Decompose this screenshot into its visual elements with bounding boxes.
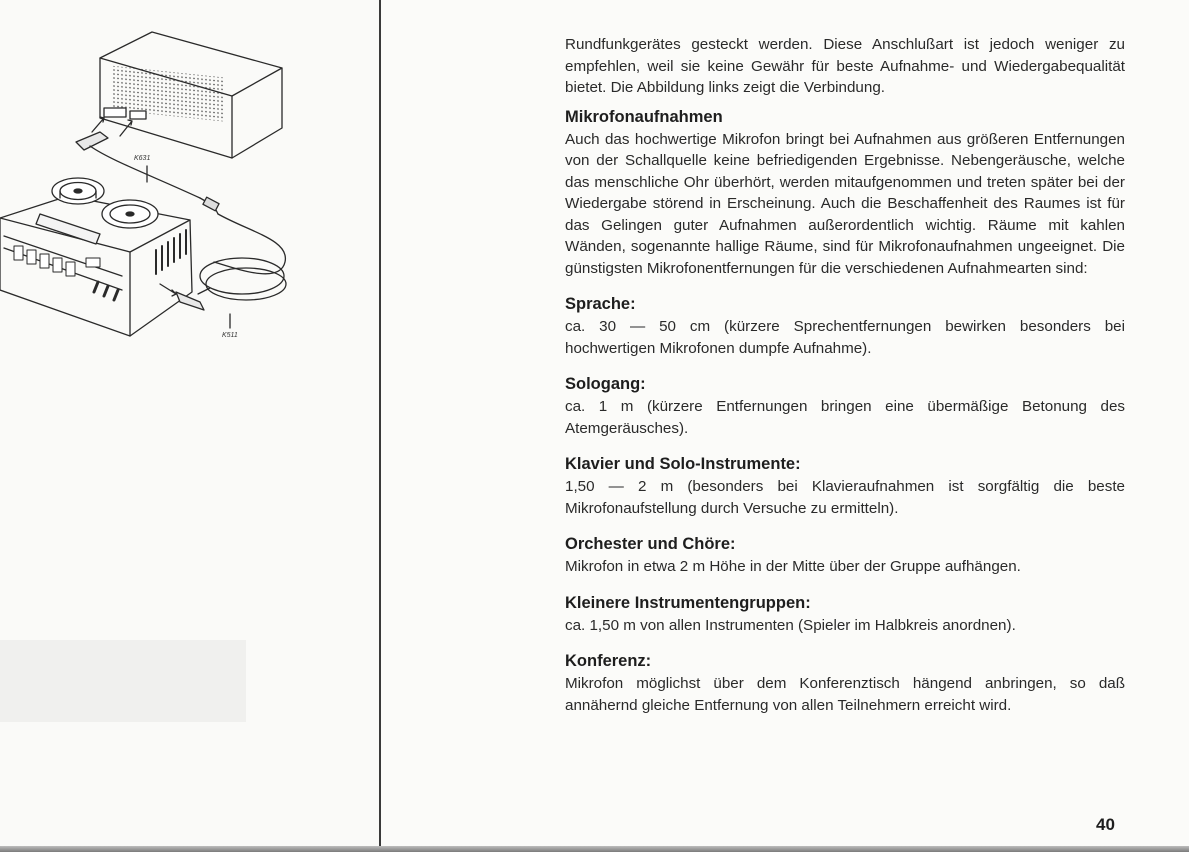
section-body: ca. 1,50 m von allen Instrumenten (Spieler im Halbkreis anordnen). <box>565 616 1016 634</box>
figure-label-top: K631 <box>134 155 151 162</box>
section-body: Mikrofon in etwa 2 m Höhe in der Mitte über der Gruppe aufhängen. <box>565 558 1021 575</box>
page-number: 40 <box>1096 815 1115 834</box>
section-heading: Sprache: <box>565 295 636 313</box>
section-heading: Sologang: <box>565 375 646 393</box>
radio-tape-recorder-connection-illustration <box>0 20 380 350</box>
section-body: Mikrofon möglichst über dem Konferenztisch hängend anbringen, so daß annähernd gleiche Entfernung von allen Teilnehmern erreicht wird. <box>565 675 1125 714</box>
section-heading: Konferenz: <box>565 652 652 670</box>
section-orchester <box>565 534 1125 578</box>
section-klavier <box>565 454 1125 519</box>
page-bottom-edge <box>0 846 1189 852</box>
faded-show-through <box>0 640 246 722</box>
section-heading: Klavier und Solo-Instrumente: <box>565 455 801 473</box>
section-body: 1,50 — 2 m (besonders bei Klavieraufnahmen ist sorgfältig die beste Mikrofonaufstellung durch Versuche zu ermitteln). <box>565 478 1125 517</box>
section-sprache <box>565 294 1125 359</box>
section-body: ca. 1 m (kürzere Entfernungen bringen eine übermäßige Betonung des Atemgeräusches). <box>565 398 1125 437</box>
section-instrumentengruppen <box>565 593 1125 637</box>
right-page-text <box>565 34 1125 716</box>
section-heading: Orchester und Chöre: <box>565 535 736 553</box>
left-page <box>0 0 380 852</box>
section-heading: Mikrofonaufnahmen <box>565 107 723 126</box>
section-body: Auch das hochwertige Mikrofon bringt bei Aufnahmen aus größeren Entfernungen von der Schallquelle keine befriedigenden Ergebnisse. Nebengeräusche, welche das menschliche Ohr überhört, werden mitaufgenommen und treten später bei der Wiedergabe störend in Erscheinung. Auch die Beschaffenheit des Raumes ist für das Gelingen guter Aufnahmen außerordentlich wichtig. Räume mit kahlen Wänden, sogenannte hallige Räume, sind für Mikrofonaufnahmen ungeeignet. Die günstigsten Mikrofonentfernungen für die verschiedenen Aufnahmearten sind: <box>565 130 1125 277</box>
section-konferenz <box>565 651 1125 716</box>
section-sologang <box>565 374 1125 439</box>
intro-paragraph: Rundfunkgerätes gesteckt werden. Diese Anschlußart ist jedoch weniger zu empfehlen, weil sie keine Gewähr für beste Aufnahme- und Wiedergabequalität bietet. Die Abbildung links zeigt die Verbindung. <box>565 36 1125 96</box>
section-body: ca. 30 — 50 cm (kürzere Sprechentfernungen bewirken besonders bei hochwertigen Mikrofonen dumpfe Aufnahme). <box>565 318 1125 357</box>
book-spine-divider <box>379 0 381 852</box>
figure-label-bottom: K511 <box>222 332 238 339</box>
section-mikrofonaufnahmen <box>565 107 1125 280</box>
section-heading: Kleinere Instrumentengruppen: <box>565 593 811 612</box>
